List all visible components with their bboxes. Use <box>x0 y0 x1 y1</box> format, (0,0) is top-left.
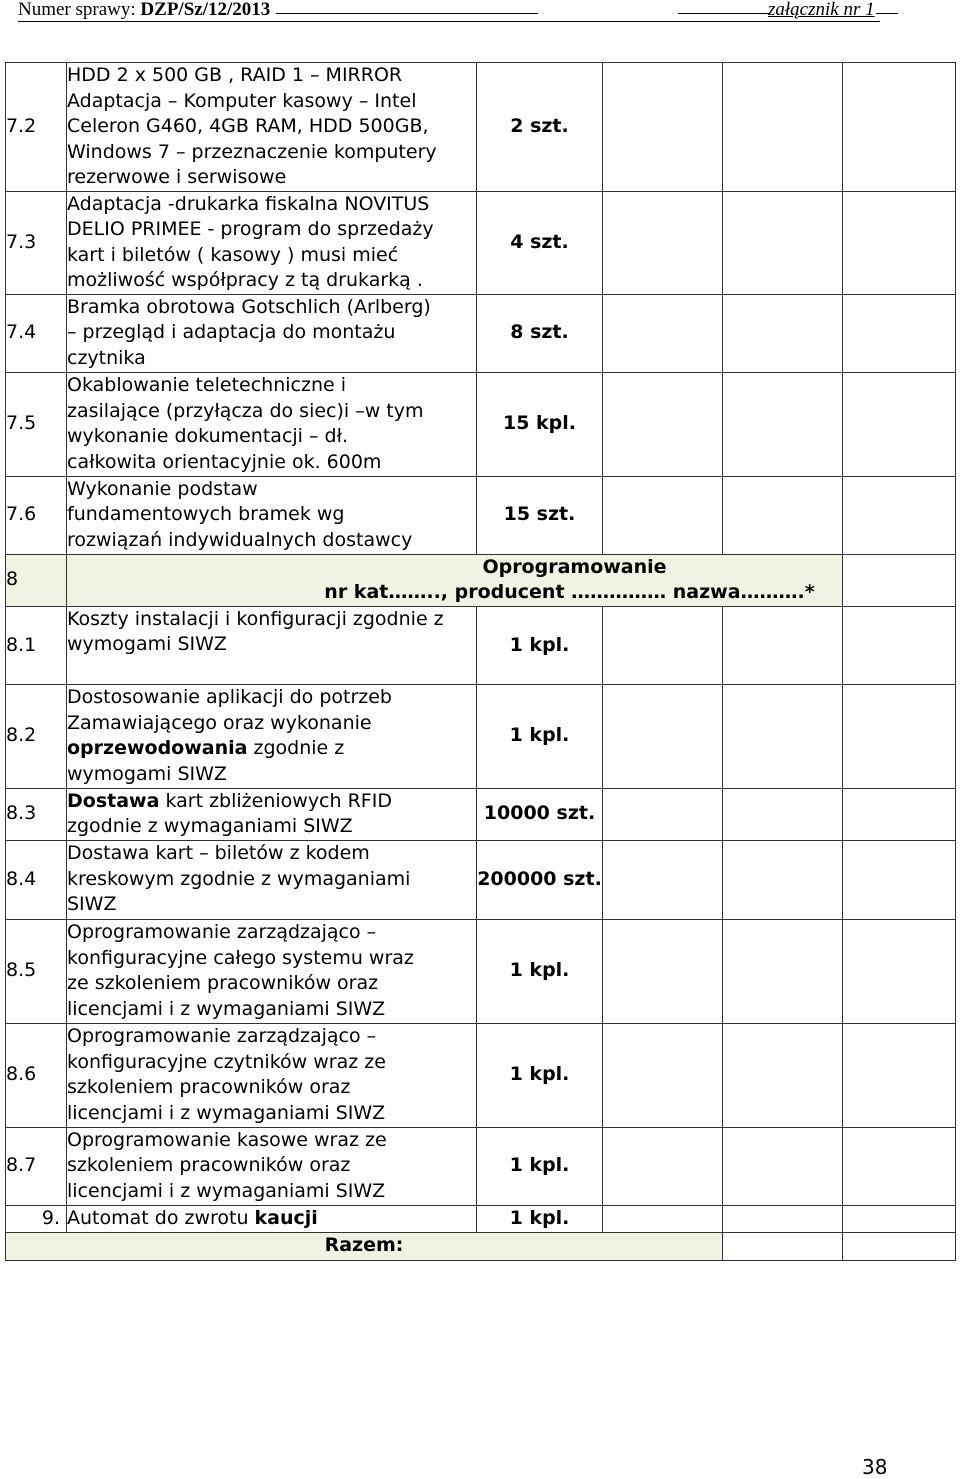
item-quantity: 1 kpl. <box>477 919 603 1023</box>
item-description <box>67 63 477 192</box>
item-number: 7.2 <box>6 63 67 192</box>
table-row <box>6 788 956 840</box>
description-line: wykonanie dokumentacji – dł. <box>67 425 349 447</box>
empty-cell <box>843 191 956 294</box>
empty-cell <box>603 840 723 919</box>
section-title-text: Oprogramowanie <box>482 555 667 578</box>
section-header-row <box>6 554 956 606</box>
description-line <box>67 789 476 815</box>
item-description <box>67 684 477 788</box>
empty-cell <box>843 476 956 554</box>
table-row <box>6 606 956 684</box>
empty-cell <box>843 788 956 840</box>
item-quantity: 15 szt. <box>477 476 603 554</box>
case-number <box>18 0 270 21</box>
case-number-value: DZP/Sz/12/2013 <box>140 0 271 20</box>
bold-text: Dostawa <box>67 789 160 812</box>
empty-cell <box>723 1127 843 1205</box>
description-line: licencjami i z wymaganiami SIWZ <box>67 1179 386 1202</box>
description-line: Dostawa kart – biletów z kodem <box>67 842 370 865</box>
empty-cell <box>603 684 723 788</box>
item-description <box>67 1127 477 1205</box>
item-quantity: 4 szt. <box>477 191 603 294</box>
empty-cell <box>723 606 843 684</box>
empty-cell <box>603 606 723 684</box>
section-empty-cell <box>843 554 956 606</box>
description-line: HDD 2 x 500 GB , RAID 1 – MIRROR <box>67 64 403 86</box>
item-quantity: 8 szt. <box>477 294 603 372</box>
item-quantity: 1 kpl. <box>477 684 603 788</box>
empty-cell <box>843 1205 956 1232</box>
description-line: Zamawiającego oraz wykonanie <box>67 711 372 734</box>
total-label: Razem: <box>6 1232 723 1260</box>
description-line: – przegląd i adaptacja do montażu <box>67 321 396 344</box>
total-value-cell <box>723 1232 843 1260</box>
header-rule <box>18 21 880 22</box>
description-line: Adaptacja – Komputer kasowy – Intel <box>67 89 417 112</box>
description-text: Automat do zwrotu <box>67 1206 255 1229</box>
header-underline <box>276 13 538 14</box>
item-number: 8.7 <box>6 1127 67 1205</box>
empty-cell <box>723 1205 843 1232</box>
empty-cell <box>603 919 723 1023</box>
table-row <box>6 1023 956 1127</box>
item-number: 9. <box>6 1205 67 1232</box>
empty-cell <box>603 294 723 372</box>
table-row <box>6 476 956 554</box>
empty-cell <box>603 788 723 840</box>
empty-cell <box>843 63 956 192</box>
case-prefix: Numer sprawy: <box>18 0 141 20</box>
description-line: Oprogramowanie kasowe wraz ze <box>67 1128 387 1151</box>
table-row <box>6 684 956 788</box>
bold-text: kaucji <box>254 1206 318 1229</box>
description-line: Oprogramowanie zarządzająco – <box>67 921 377 943</box>
item-quantity: 15 kpl. <box>477 372 603 476</box>
empty-cell <box>723 372 843 476</box>
description-line: szkoleniem pracowników oraz <box>67 1154 351 1177</box>
description-line: ze szkoleniem pracowników oraz <box>67 972 379 994</box>
attachment-label: załącznik nr 1 <box>768 0 875 20</box>
table-row <box>6 840 956 919</box>
empty-cell <box>843 840 956 919</box>
description-line: rezerwowe i serwisowe <box>67 166 287 188</box>
empty-cell <box>603 1023 723 1127</box>
empty-cell <box>843 1023 956 1127</box>
empty-cell <box>723 684 843 788</box>
table-row <box>6 372 956 476</box>
description-line: licencjami i z wymaganiami SIWZ <box>67 997 386 1020</box>
bold-text: oprzewodowania <box>67 737 248 759</box>
item-quantity: 1 kpl. <box>477 606 603 684</box>
empty-cell <box>723 840 843 919</box>
description-text: kart zbliżeniowych RFID <box>159 789 392 812</box>
section-title <box>67 554 843 606</box>
description-line: Wykonanie podstaw <box>67 477 258 500</box>
item-quantity: 1 kpl. <box>477 1205 603 1232</box>
item-quantity: 10000 szt. <box>477 788 603 840</box>
description-line: wymogami SIWZ <box>67 762 227 785</box>
description-line: konfiguracyjne całego systemu wraz <box>67 946 414 969</box>
total-empty-cell <box>843 1232 956 1260</box>
item-number: 7.3 <box>6 191 67 294</box>
description-line: Adaptacja -drukarka fiskalna NOVITUS <box>67 192 430 215</box>
description-line: kreskowym zgodnie z wymaganiami <box>67 867 411 890</box>
description-line: Oprogramowanie zarządzająco – <box>67 1025 377 1047</box>
section-subtitle: nr kat…….., producent …………… nazwa……….* <box>324 581 815 603</box>
empty-cell <box>843 606 956 684</box>
item-quantity: 200000 szt. <box>477 840 603 919</box>
empty-cell <box>723 63 843 192</box>
description-line: Okablowanie teletechniczne i <box>67 374 346 396</box>
description-line: kart i biletów ( kasowy ) musi mieć <box>67 243 399 266</box>
empty-cell <box>603 1127 723 1205</box>
item-number: 7.4 <box>6 294 67 372</box>
description-line <box>67 736 476 762</box>
table-row <box>6 294 956 372</box>
table-row <box>6 191 956 294</box>
description-line: licencjami i z wymaganiami SIWZ <box>67 1101 386 1124</box>
empty-cell <box>723 919 843 1023</box>
empty-cell <box>843 919 956 1023</box>
item-number: 7.5 <box>6 372 67 476</box>
description-line: wymogami SIWZ <box>67 633 227 655</box>
description-line: konfiguracyjne czytników wraz ze <box>67 1050 386 1073</box>
description-line: Celeron G460, 4GB RAM, HDD 500GB, <box>67 115 429 137</box>
item-description <box>67 840 477 919</box>
item-description <box>67 372 477 476</box>
description-line: Koszty instalacji i konfiguracji zgodnie z <box>67 607 444 630</box>
item-number: 8.5 <box>6 919 67 1023</box>
item-quantity: 1 kpl. <box>477 1023 603 1127</box>
table-row <box>6 919 956 1023</box>
empty-cell <box>603 63 723 192</box>
empty-cell <box>843 1127 956 1205</box>
item-description <box>67 476 477 554</box>
item-description <box>67 294 477 372</box>
description-line: całkowita orientacyjnie ok. 600m <box>67 450 382 473</box>
table-row <box>6 63 956 192</box>
empty-cell <box>723 788 843 840</box>
total-row <box>6 1232 956 1260</box>
item-quantity: 2 szt. <box>477 63 603 192</box>
description-line: SIWZ <box>67 893 117 916</box>
description-line: zasilające (przyłącza do siec)i –w tym <box>67 399 424 422</box>
description-line: możliwość współpracy z tą drukarką . <box>67 269 423 291</box>
empty-cell <box>603 372 723 476</box>
description-line: DELIO PRIMEE - program do sprzedaży <box>67 218 434 240</box>
header-underline <box>678 13 770 14</box>
section-number: 8 <box>6 554 67 606</box>
item-number: 8.6 <box>6 1023 67 1127</box>
description-line: czytnika <box>67 346 146 369</box>
item-description <box>67 1205 477 1232</box>
empty-cell <box>603 191 723 294</box>
item-quantity: 1 kpl. <box>477 1127 603 1205</box>
description-line: fundamentowych bramek wg <box>67 503 345 526</box>
page-number: 38 <box>862 1455 888 1479</box>
table-row <box>6 1127 956 1205</box>
empty-cell <box>603 1205 723 1232</box>
page-header <box>18 0 880 22</box>
empty-cell <box>723 1023 843 1127</box>
description-text: zgodnie z <box>247 737 345 759</box>
item-description <box>67 606 477 684</box>
empty-cell <box>843 372 956 476</box>
specification-table <box>5 62 956 1261</box>
description-line: szkoleniem pracowników oraz <box>67 1076 351 1098</box>
item-description <box>67 919 477 1023</box>
empty-cell <box>843 684 956 788</box>
description-line: zgodnie z wymaganiami SIWZ <box>67 815 353 837</box>
empty-cell <box>843 294 956 372</box>
item-number: 8.2 <box>6 684 67 788</box>
header-underline <box>876 13 898 14</box>
item-number: 7.6 <box>6 476 67 554</box>
item-description <box>67 191 477 294</box>
empty-cell <box>603 476 723 554</box>
empty-cell <box>723 294 843 372</box>
description-line: Dostosowanie aplikacji do potrzeb <box>67 686 392 708</box>
table-row <box>6 1205 956 1232</box>
description-line: rozwiązań indywidualnych dostawcy <box>67 528 413 551</box>
item-number: 8.3 <box>6 788 67 840</box>
empty-cell <box>723 476 843 554</box>
description-line: Windows 7 – przeznaczenie komputery <box>67 140 437 163</box>
item-number: 8.1 <box>6 606 67 684</box>
description-line: Bramka obrotowa Gotschlich (Arlberg) <box>67 295 431 318</box>
item-description <box>67 788 477 840</box>
item-number: 8.4 <box>6 840 67 919</box>
empty-cell <box>723 191 843 294</box>
item-description <box>67 1023 477 1127</box>
